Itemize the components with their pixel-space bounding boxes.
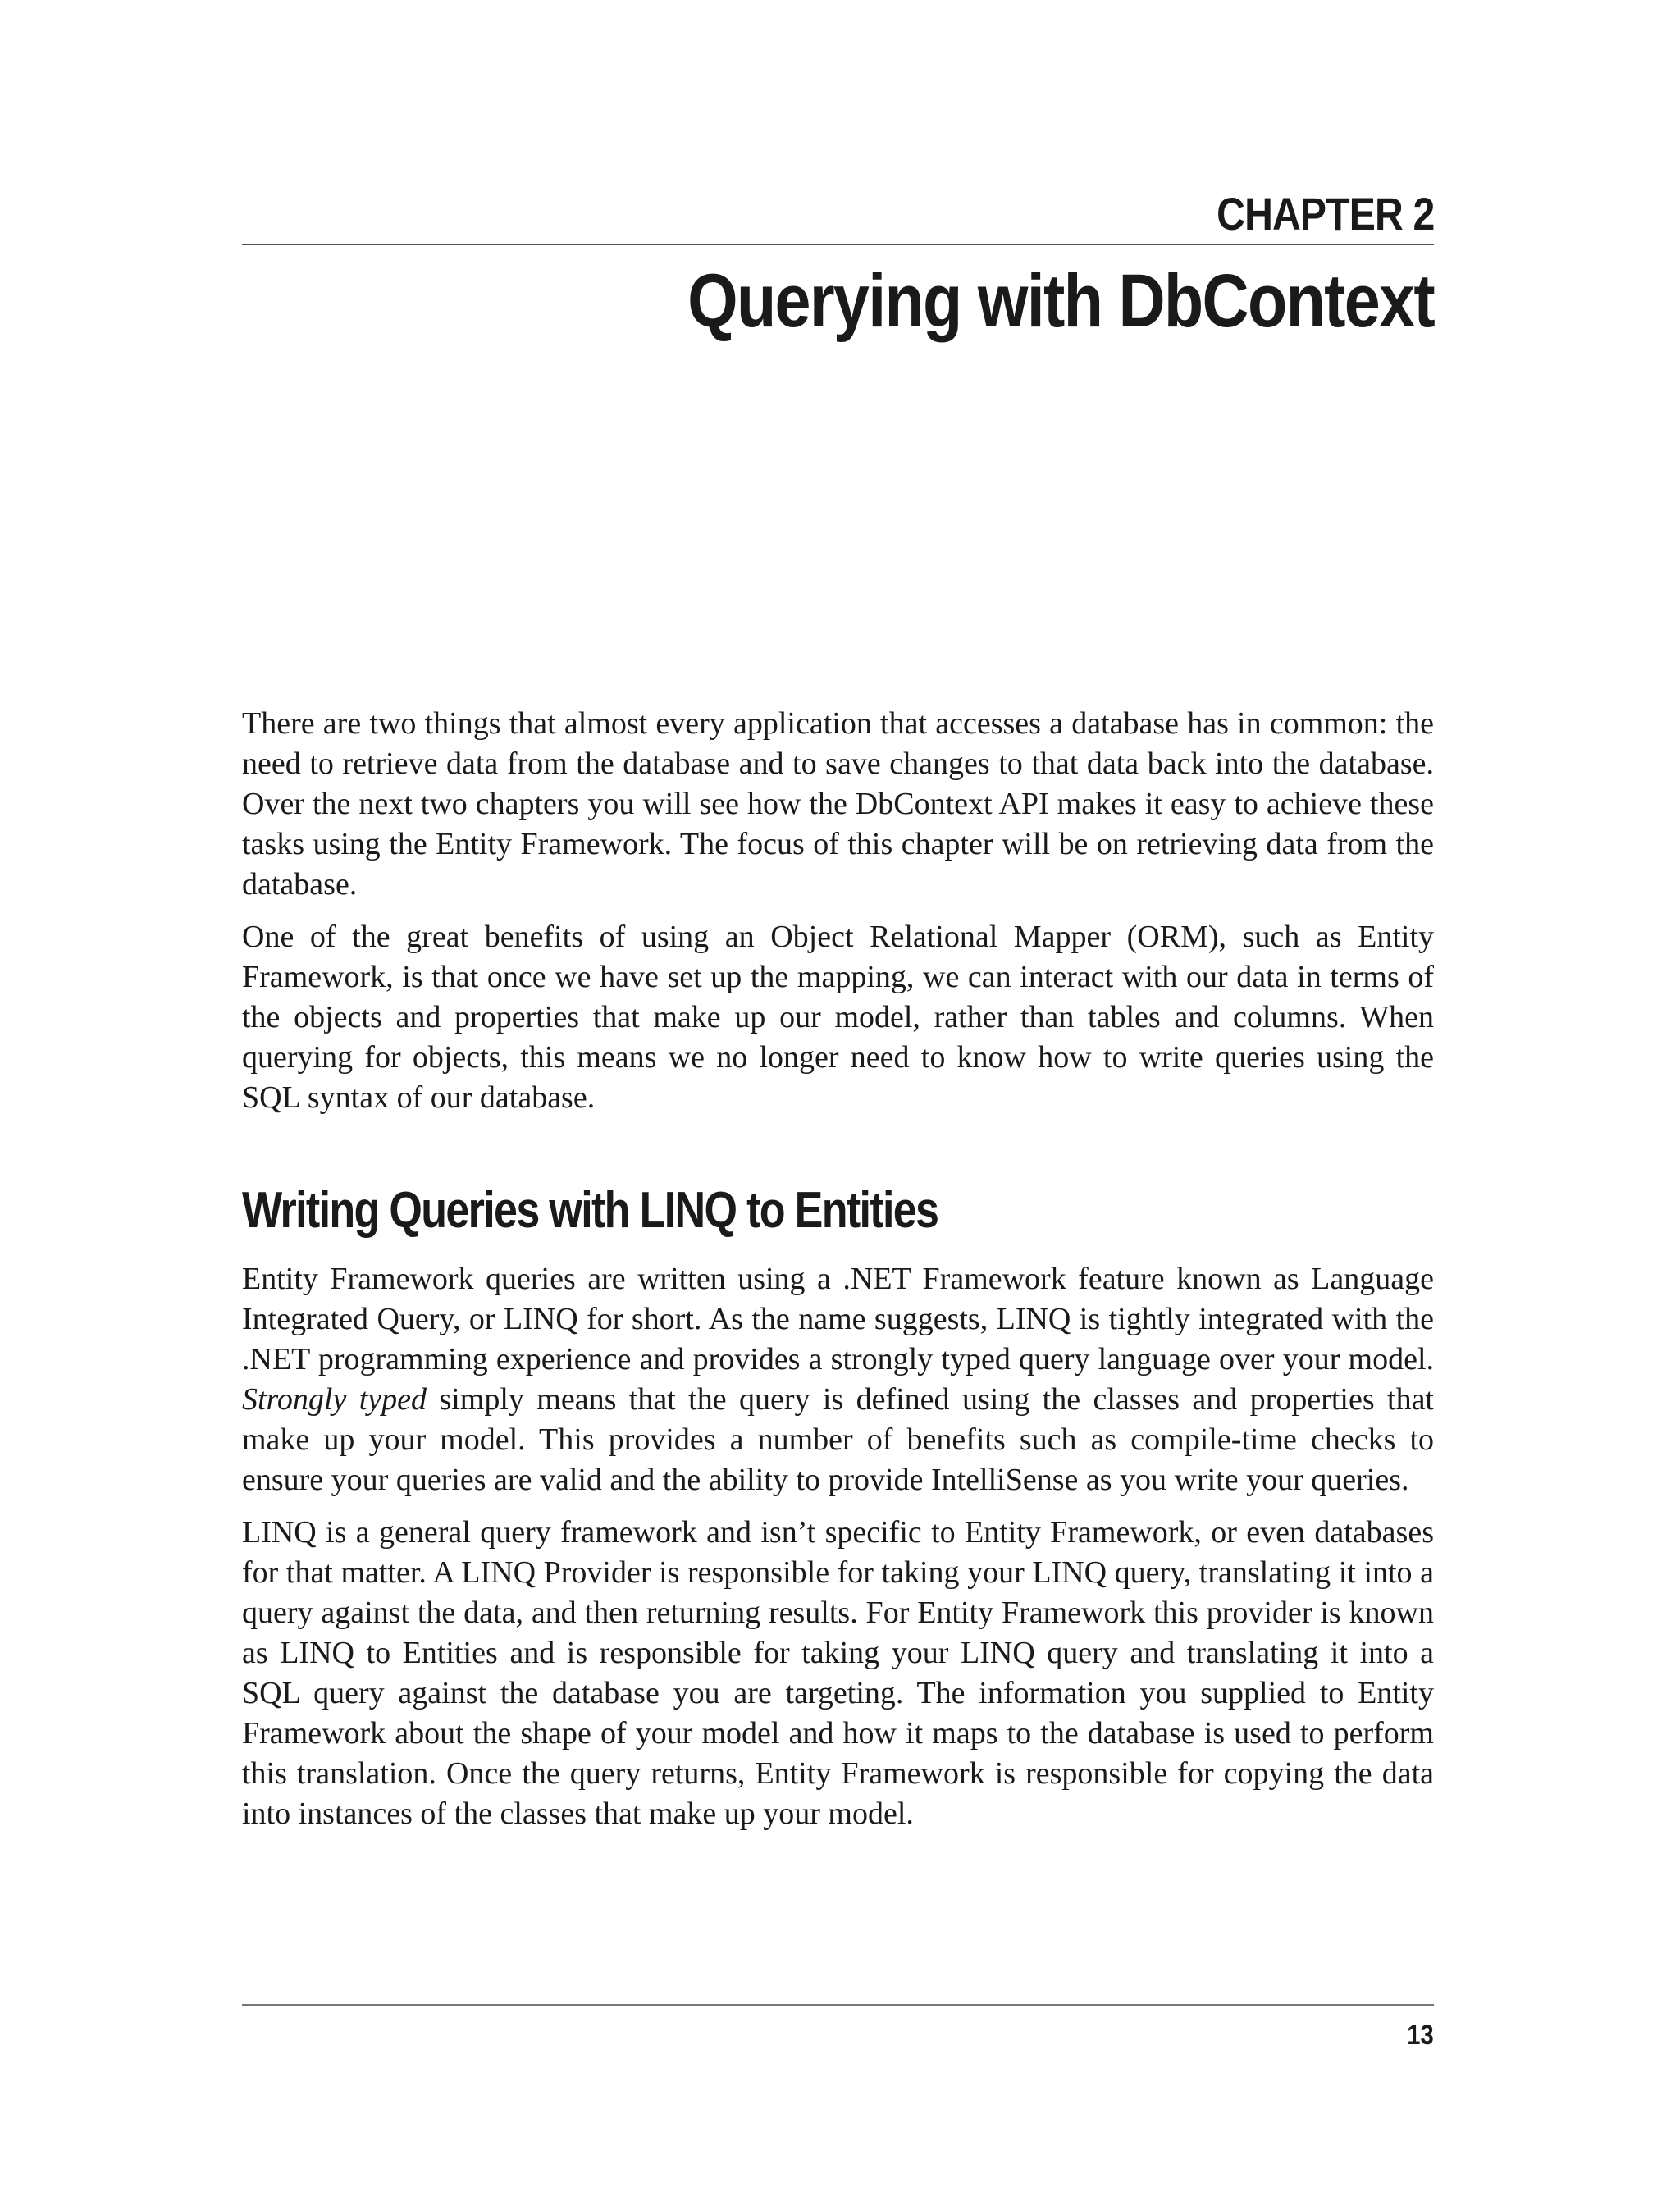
intro-text: [242, 704, 1434, 1130]
paragraph-text: Entity Framework queries are written using a .NET Framework feature known as Language Integrated Query, or LINQ for short. As the name suggests, LINQ is tightly integrated with the .NET programming experience and provides a strongly typed query language over your model.: [242, 1262, 1434, 1376]
footer-divider: [242, 2004, 1434, 2006]
chapter-title: Querying with DbContext: [687, 259, 1434, 343]
emphasis-term: Strongly typed: [242, 1382, 427, 1417]
section-text: [242, 1259, 1434, 1847]
intro-paragraph-2: One of the great benefits of using an Object Relational Mapper (ORM), such as Entity Framework, is that once we have set up the mapping, we can interact with our data in terms of the objects and properties that make up our model, rather than tables and columns. When querying for objects, this means we no longer need to know how to write queries using the SQL syntax of our database.: [242, 920, 1434, 1115]
section-paragraph-2: LINQ is a general query framework and isn’t specific to Entity Framework, or even databases for that matter. A LINQ Provider is responsible for taking your LINQ query, translating it into a query against the data, and then returning results. For Entity Framework this provider is known as LINQ to Entities and is responsible for taking your LINQ query and translating it into a SQL query against the database you are targeting. The information you supplied to Entity Framework about the shape of your model and how it maps to the database is used to perform this translation. Once the query returns, Entity Framework is responsible for copying the data into instances of the classes that make up your model.: [242, 1515, 1434, 1831]
chapter-label: CHAPTER 2: [1216, 188, 1434, 240]
section-heading: Writing Queries with LINQ to Entities: [242, 1182, 938, 1239]
page-number: 13: [1407, 2020, 1434, 2051]
intro-paragraph-1: There are two things that almost every application that accesses a database has in common: the need to retrieve data from the database and to save changes to that data back into the database. Over the next two chapters you will see how the DbContext API makes it easy to achieve these tasks using the Entity Framework. The focus of this chapter will be on retrieving data from the database.: [242, 706, 1434, 902]
paragraph-text: simply means that the query is defined using the classes and properties that make up your model. This provides a number of benefits such as compile-time checks to ensure your queries are valid and the ability to provide IntelliSense as you write your queries.: [242, 1382, 1434, 1497]
section-paragraph-1: [242, 1259, 1434, 1500]
chapter-divider: [242, 244, 1434, 245]
